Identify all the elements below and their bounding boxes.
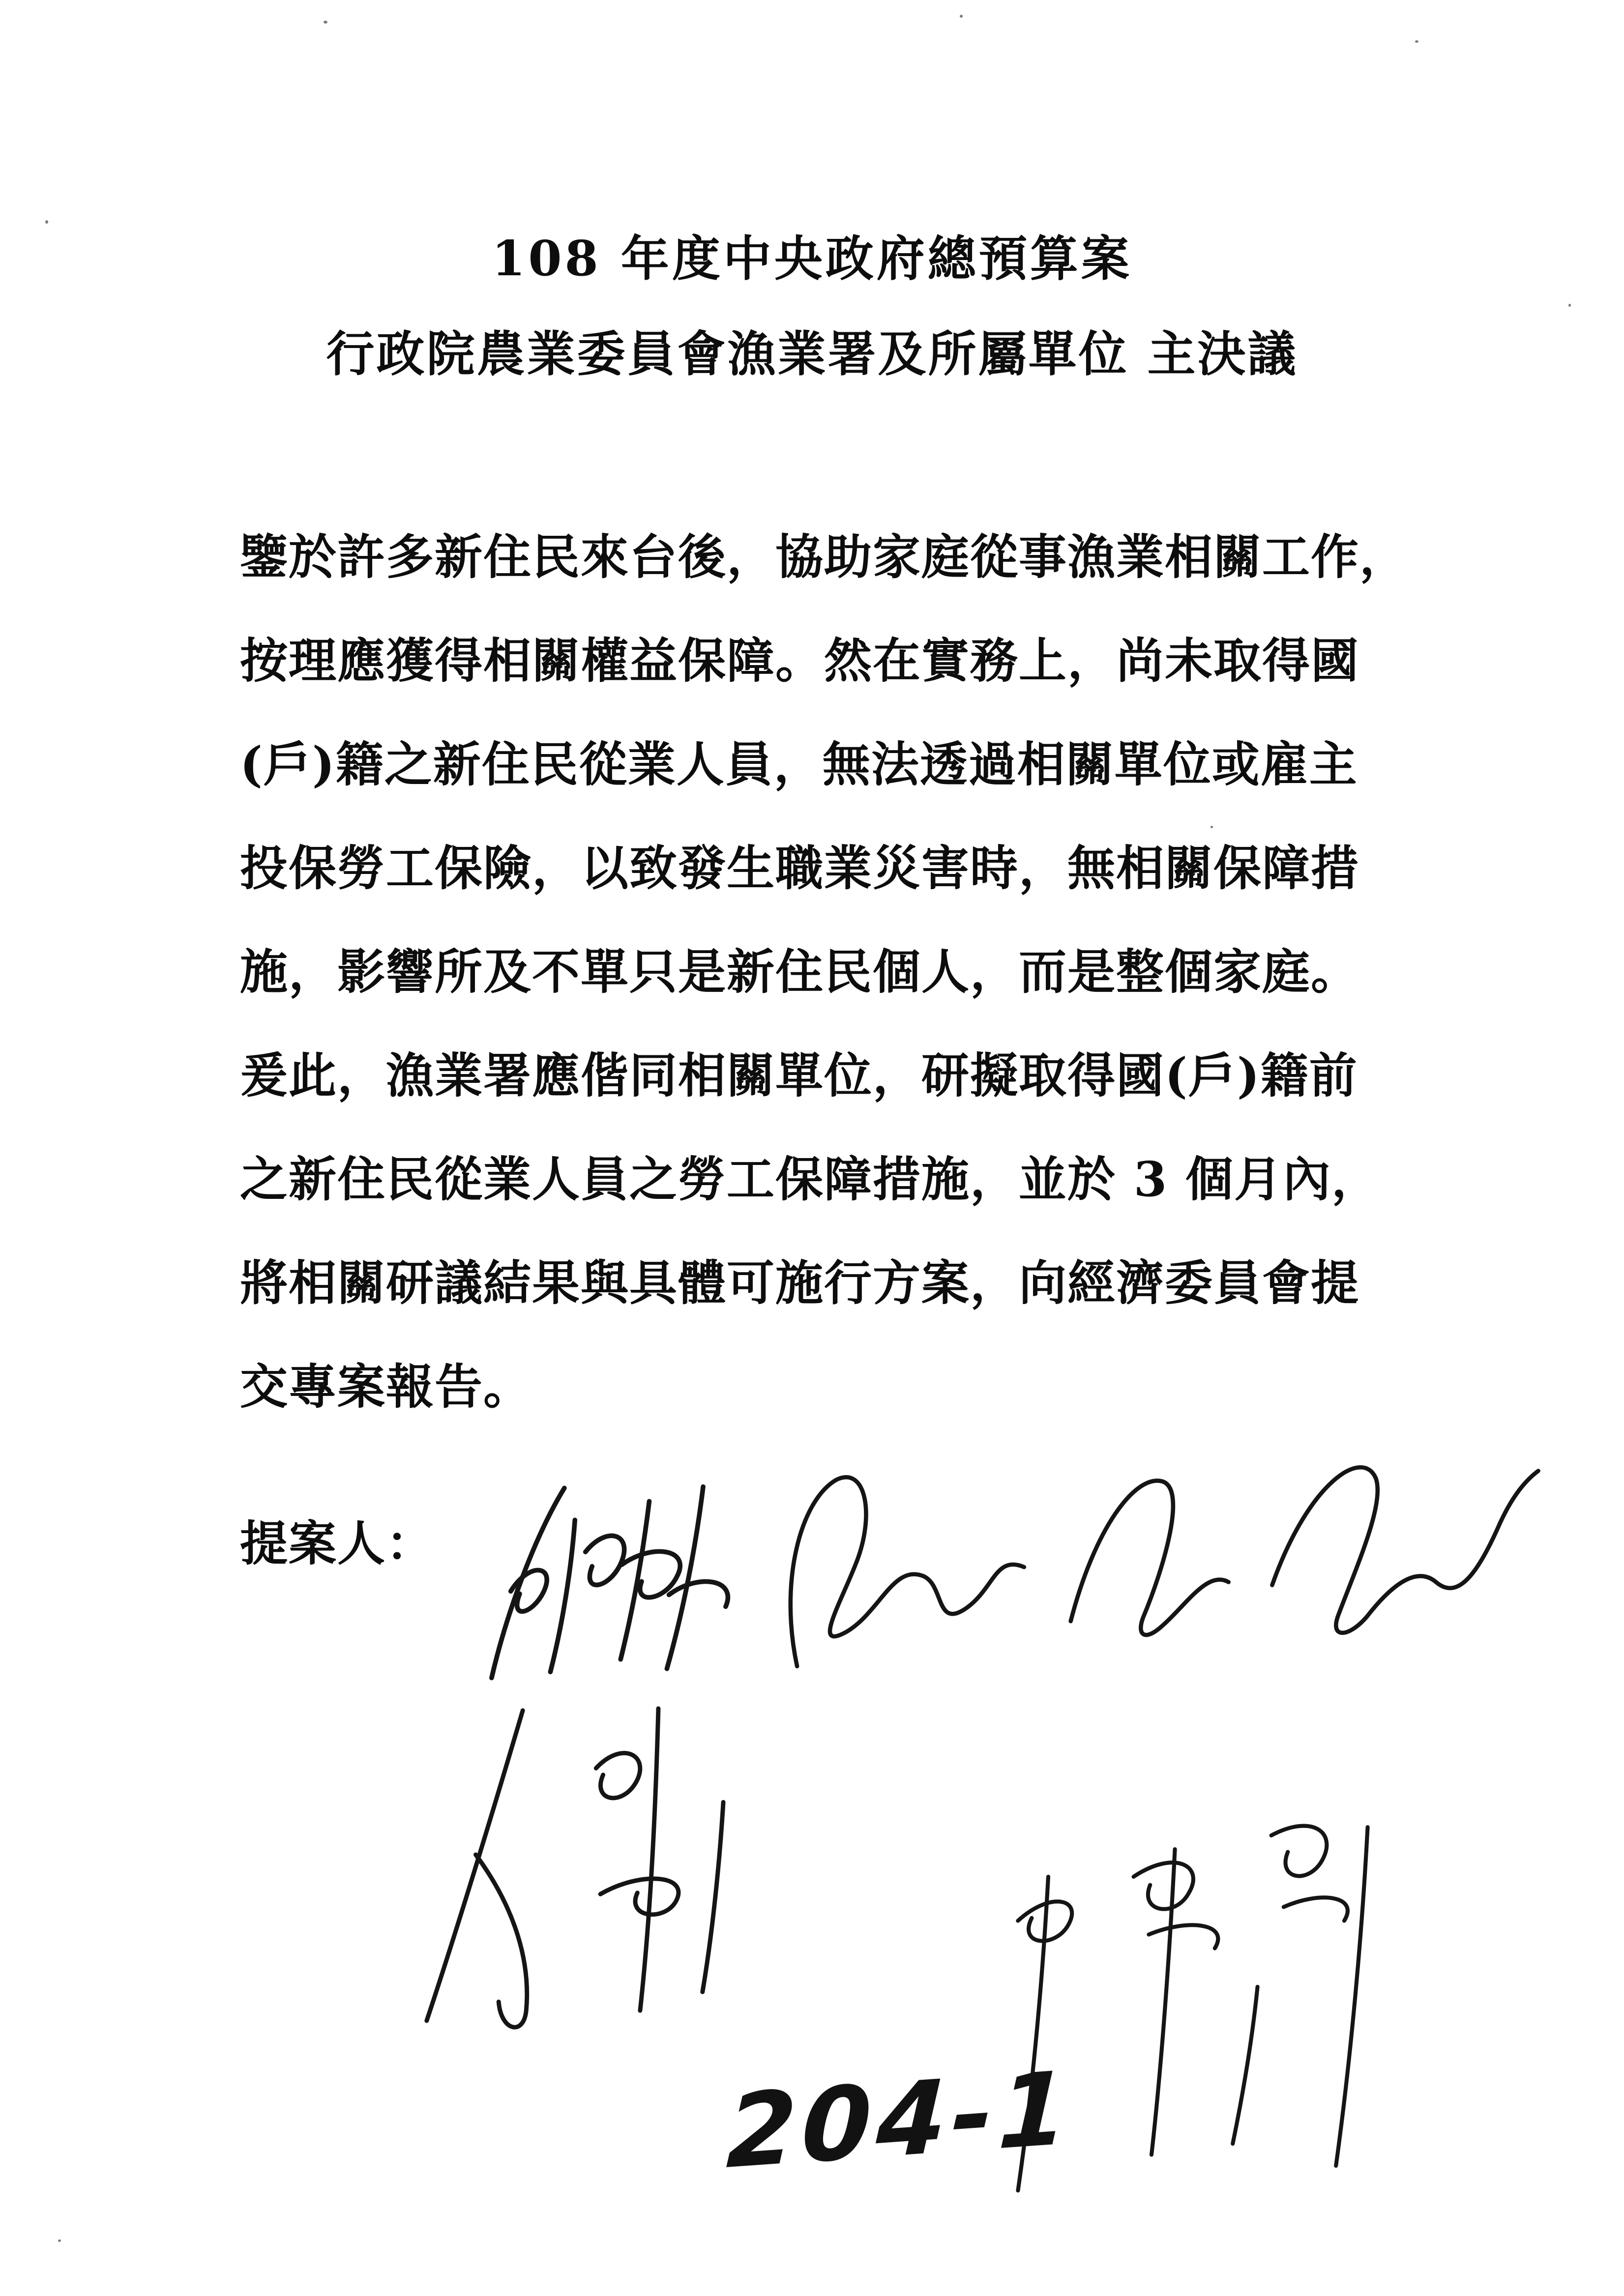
scan-speck bbox=[324, 21, 327, 24]
resolution-body bbox=[240, 505, 1408, 1439]
body-line: 鑒於許多新住民來台後，協助家庭從事漁業相關工作， bbox=[240, 529, 1408, 585]
scan-speck bbox=[960, 15, 963, 18]
signature-3 bbox=[372, 1679, 828, 2077]
scan-speck bbox=[1211, 826, 1213, 828]
handwritten-page-number: 204-1 bbox=[724, 2049, 1075, 2192]
body-line: 交專案報告。 bbox=[240, 1359, 532, 1415]
body-line: 將相關研議結果與具體可施行方案，向經濟委員會提 bbox=[240, 1255, 1359, 1311]
body-line: 之新住民從業人員之勞工保障措施，並於 3 個月內， bbox=[240, 1151, 1381, 1207]
scan-speck bbox=[58, 2239, 61, 2242]
body-line: 爰此，漁業署應偕同相關單位，研擬取得國(戶)籍前 bbox=[240, 1047, 1358, 1104]
scan-speck bbox=[1568, 304, 1571, 307]
signature-2-strokes bbox=[767, 1433, 1549, 1698]
body-line: 施，影響所及不單只是新住民個人，而是整個家庭。 bbox=[240, 944, 1359, 1000]
signature-2 bbox=[767, 1433, 1549, 1698]
body-line: (戶)籍之新住民從業人員，無法透過相關單位或雇主 bbox=[240, 736, 1358, 792]
body-line: 投保勞工保險，以致發生職業災害時，無相關保障措 bbox=[240, 840, 1359, 896]
body-line: 按理應獲得相關權益保障。然在實務上，尚未取得國 bbox=[240, 633, 1359, 689]
scan-speck bbox=[45, 220, 48, 224]
proposer-label: 提案人： bbox=[240, 1515, 435, 1571]
signature-1-strokes bbox=[439, 1449, 775, 1697]
signature-3-strokes bbox=[372, 1679, 828, 2077]
document-subtitle: 行政院農業委員會漁業署及所屬單位 主決議 bbox=[326, 326, 1298, 382]
signature-1 bbox=[439, 1449, 775, 1697]
scan-speck bbox=[1415, 40, 1418, 43]
document-title: 108 年度中央政府總預算案 bbox=[492, 231, 1132, 287]
